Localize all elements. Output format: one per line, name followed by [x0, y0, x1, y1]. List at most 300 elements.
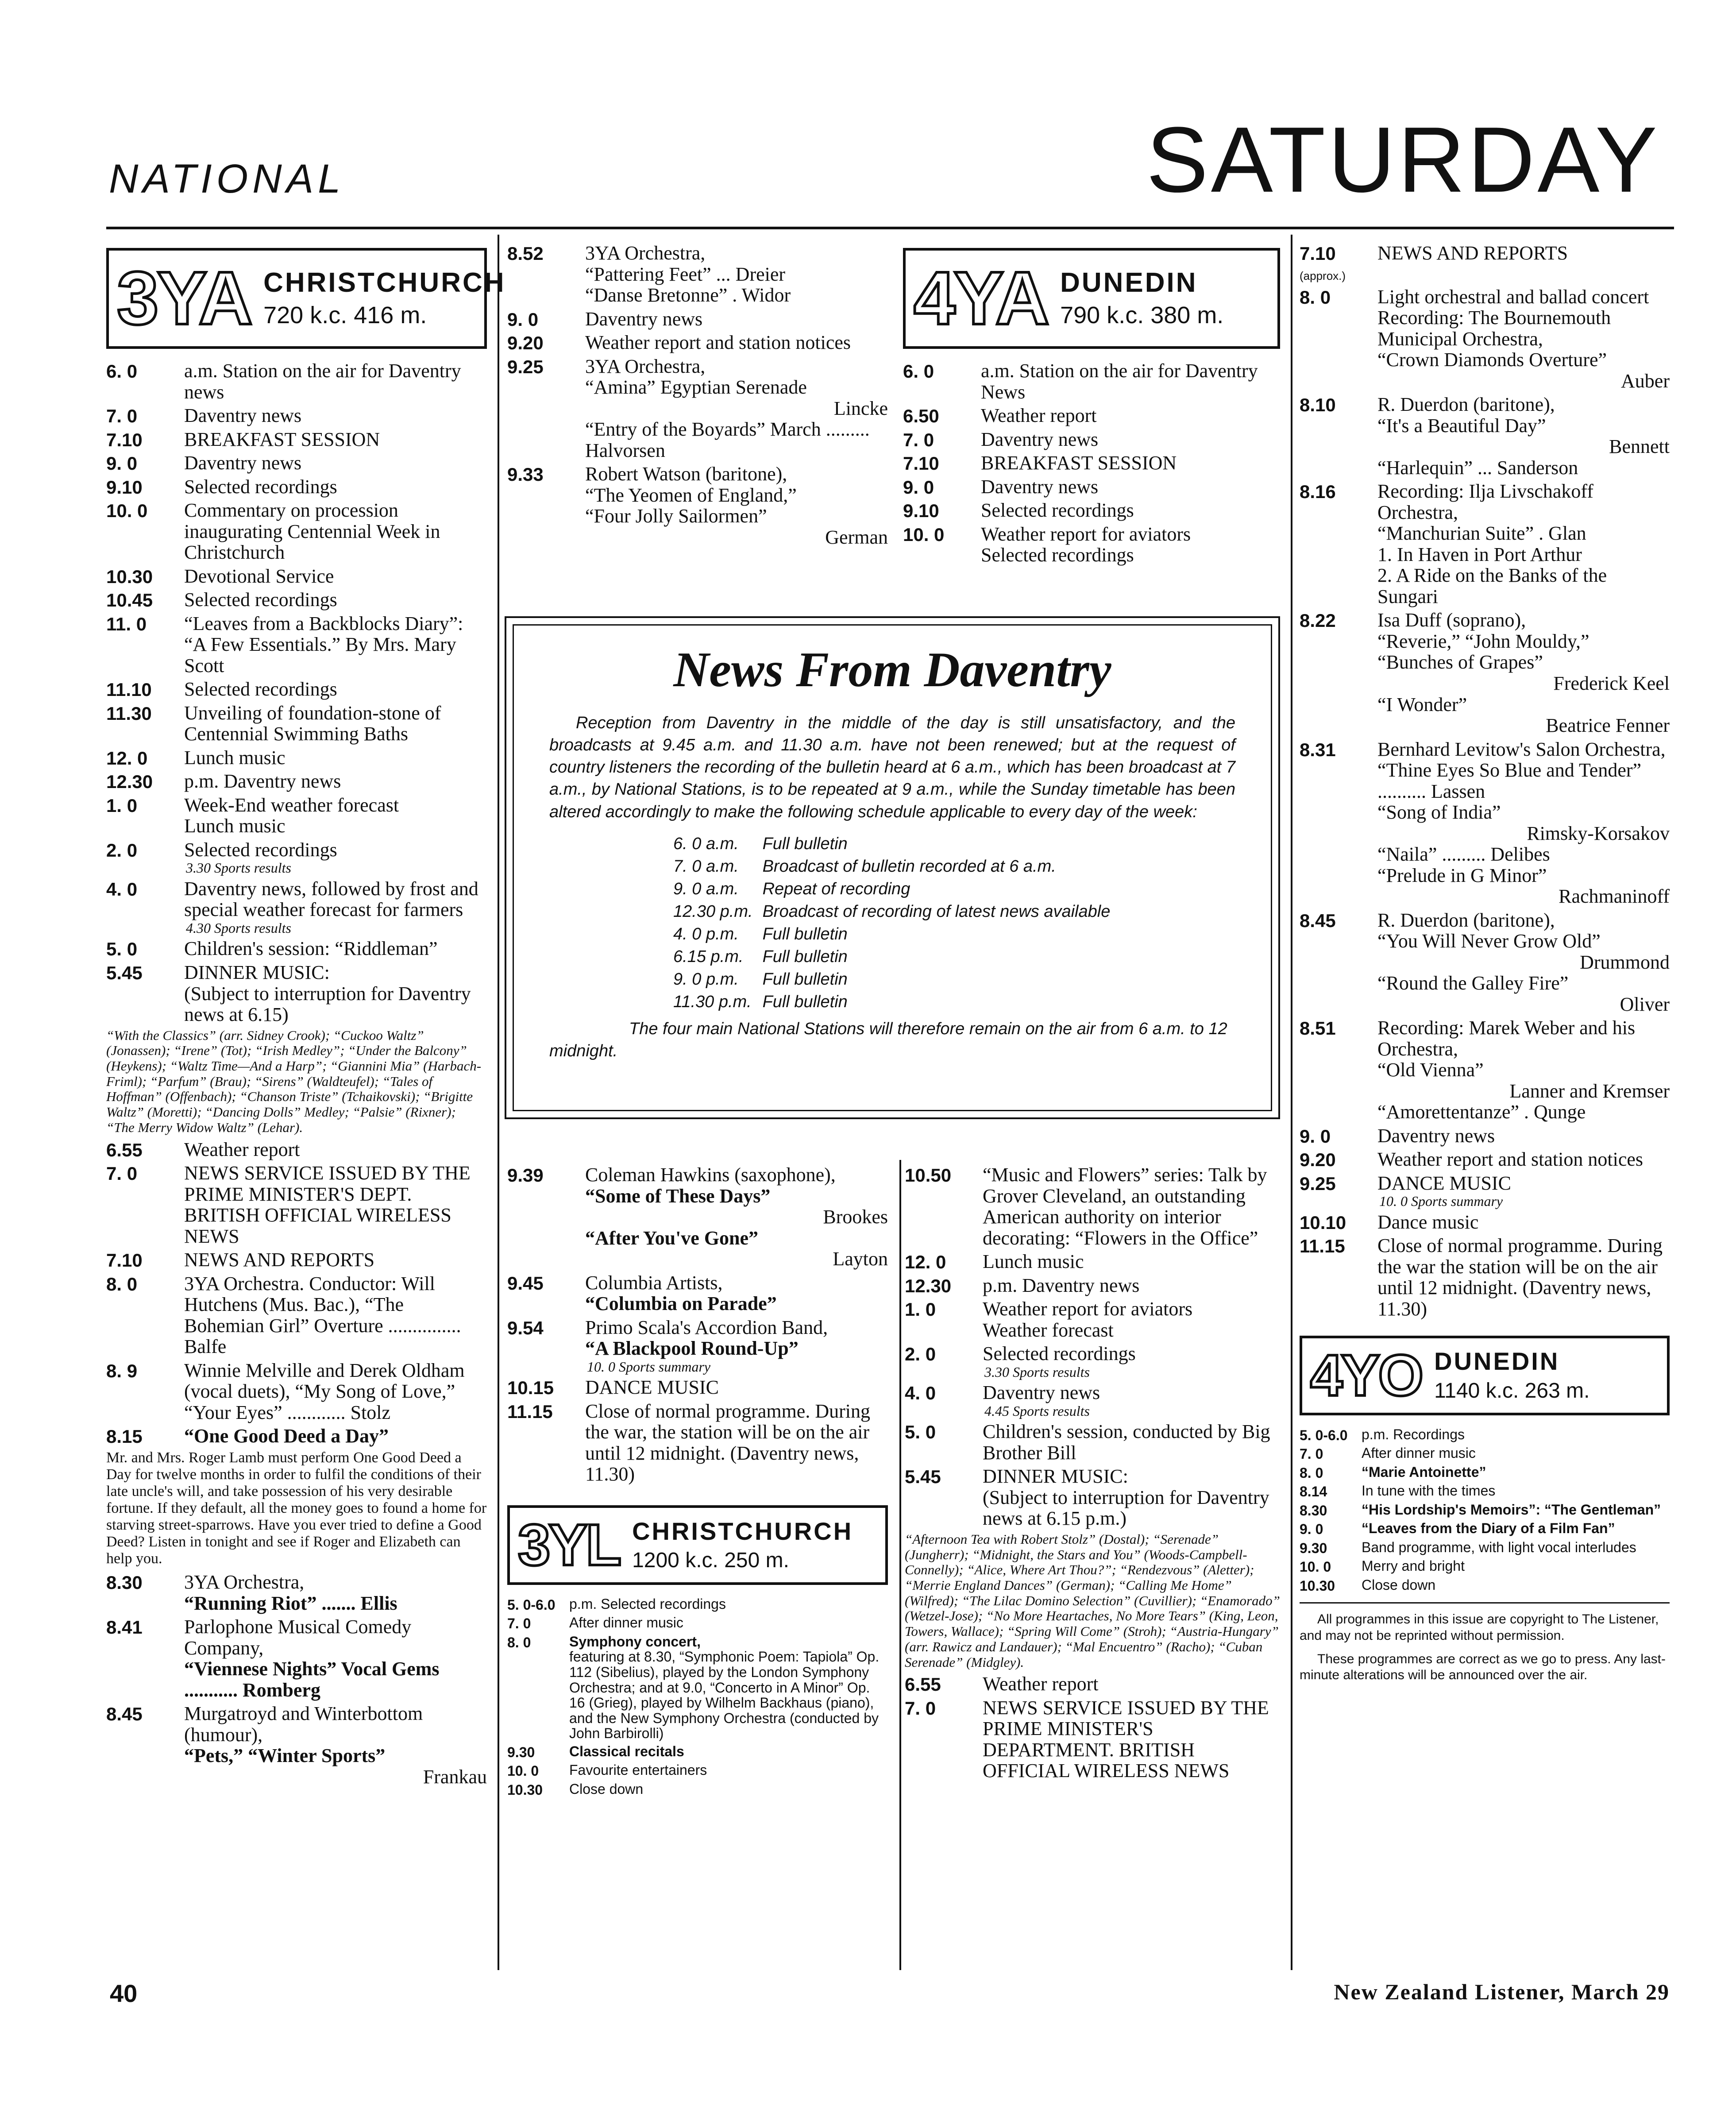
programme-entry — [507, 356, 888, 461]
time: 8.41 — [106, 1617, 143, 1638]
time: 10. 0 — [1300, 1559, 1331, 1575]
text: NEWS AND REPORTS — [184, 1249, 375, 1271]
text: Selected recordings — [184, 839, 337, 861]
programme-entry — [507, 1744, 888, 1760]
text: Children's session: “Riddleman” — [184, 938, 438, 960]
time: 5.45 — [905, 1466, 941, 1488]
page-number: 40 — [110, 1979, 138, 2007]
time: 8.52 — [507, 243, 544, 264]
time-value: 7.10 — [1300, 243, 1336, 264]
station-frequency: 790 k.c. 380 m. — [1060, 302, 1224, 329]
text: In tune with the times — [1362, 1483, 1496, 1499]
time: 10. 0 — [903, 524, 945, 545]
column-4ya-late — [905, 1164, 1281, 1784]
text: Close of normal programme. During the war the station will be on the air until 12 midnight. (Daventry news, 11.30) — [1377, 1235, 1663, 1320]
time: 6.55 — [905, 1674, 941, 1695]
time: 10. 0 — [507, 1763, 539, 1779]
time: 5. 0-6.0 — [1300, 1427, 1348, 1443]
programme-entry — [1300, 739, 1670, 907]
programme-entry — [106, 1426, 487, 1447]
programme-entry — [106, 795, 487, 837]
text: “Thine Eyes So Blue and Tender” .......... Lassen — [1377, 759, 1642, 802]
time: 8.16 — [1300, 481, 1336, 502]
schedule-row — [673, 946, 1120, 968]
time: 8.30 — [1300, 1502, 1327, 1519]
programme-entry — [507, 1401, 888, 1485]
programme-entry — [106, 429, 487, 450]
time: 10. 0 — [106, 500, 148, 522]
programme-entry — [1300, 394, 1670, 478]
time: 11. 0 — [106, 613, 147, 634]
time: 1. 0 — [905, 1299, 936, 1320]
programme-entry — [903, 500, 1280, 521]
programme-entry — [106, 1360, 487, 1423]
text: p.m. Recordings — [1362, 1426, 1465, 1442]
column-rule — [1291, 235, 1292, 1970]
schedule-time: 7. 0 a.m. — [673, 857, 739, 876]
programme-entry — [507, 243, 888, 306]
text: Classical recitals — [569, 1743, 684, 1759]
text: Bernhard Levitow's Salon Orchestra, — [1377, 738, 1666, 760]
text: Recording: Ilja Livschakoff Orchestra, — [1377, 480, 1593, 523]
text: Lunch music — [983, 1251, 1084, 1273]
text: Parlophone Musical Comedy Company, — [184, 1616, 412, 1659]
programme-entry — [905, 1697, 1281, 1781]
time: 7. 0 — [903, 429, 934, 450]
text: Selected recordings — [981, 499, 1134, 522]
programme-entry — [1300, 1173, 1670, 1209]
text: “Music and Flowers” series: Talk by Grover Cleveland, an outstanding American authority on interior decorating: “Flowers in the Office” — [983, 1164, 1267, 1249]
programme-entry — [106, 1616, 487, 1700]
text: Selected recordings — [184, 589, 337, 611]
time: 11.10 — [106, 679, 152, 700]
time: 7.10 — [903, 453, 939, 474]
text: Symphony concert, — [569, 1633, 701, 1650]
text: Weather report — [184, 1138, 300, 1160]
text: “The Yeomen of England,” — [585, 484, 797, 506]
programme-entry — [507, 1377, 888, 1398]
time: 5. 0 — [905, 1422, 936, 1443]
text: Daventry news — [1377, 1124, 1495, 1147]
text: “Four Jolly Sailormen” — [585, 505, 767, 527]
text: Dance music — [1377, 1211, 1479, 1233]
text: “Columbia on Parade” — [585, 1293, 777, 1315]
time: 8.51 — [1300, 1018, 1336, 1039]
text: “Viennese Nights” Vocal Gems ........... Romberg — [184, 1658, 440, 1701]
text: Close down — [569, 1781, 644, 1797]
column-3ya — [106, 248, 506, 1790]
programme-entry — [905, 1251, 1281, 1272]
programme-entry — [1300, 1521, 1670, 1537]
text: “Round the Galley Fire” — [1377, 972, 1569, 994]
programme-entry — [106, 613, 487, 676]
schedule-text: Repeat of recording — [762, 879, 910, 898]
programme-entry — [106, 405, 487, 426]
text: Selected recordings — [184, 475, 337, 498]
time: 9.25 — [1300, 1173, 1336, 1194]
schedule-time: 12.30 p.m. — [673, 902, 753, 921]
schedule-text: Full bulletin — [762, 947, 848, 966]
programme-entry — [507, 1272, 888, 1314]
station-call-sign: 3YL — [518, 1512, 620, 1577]
programme-entry — [507, 1762, 888, 1779]
text: (Subject to interruption for Daventry news at 6.15 p.m.) — [983, 1486, 1269, 1530]
text: Daventry news — [981, 428, 1099, 450]
station-call-sign: 4YO — [1310, 1342, 1422, 1408]
text: BREAKFAST SESSION — [184, 428, 380, 450]
column-4ya-evening — [1300, 243, 1670, 1691]
text: Coleman Hawkins (saxophone), — [585, 1164, 836, 1186]
text: “A Blackpool Round-Up” — [585, 1337, 799, 1360]
text: “Amorettentanze” . Qunge — [1377, 1101, 1586, 1123]
text: “His Lordship's Memoirs”: “The Gentleman” — [1362, 1501, 1661, 1518]
schedule-time: 6.15 p.m. — [673, 947, 744, 966]
text: “Running Riot” ....... Ellis — [184, 1592, 397, 1614]
text: Selected recordings — [981, 544, 1134, 566]
programme-entry — [903, 476, 1280, 498]
text: Lunch music — [184, 746, 285, 769]
text: p.m. Daventry news — [184, 770, 341, 792]
text: Selected recordings — [983, 1343, 1136, 1365]
programme-entry — [507, 1781, 888, 1798]
text: NEWS SERVICE ISSUED BY THE PRIME MINISTER'S DEPARTMENT. BRITISH OFFICIAL WIRELESS NEWS — [983, 1696, 1269, 1782]
time: 9.30 — [1300, 1540, 1327, 1556]
schedule-row — [673, 968, 1120, 991]
time: 9.10 — [903, 500, 939, 522]
programme-entry — [507, 1596, 888, 1613]
text: Recording: The Bournemouth Municipal Orchestra, — [1377, 307, 1611, 350]
schedule-text: Broadcast of recording of latest news available — [762, 902, 1111, 921]
programme-entry — [106, 1249, 487, 1271]
composer: Layton — [833, 1248, 888, 1270]
text: Favourite entertainers — [569, 1762, 707, 1778]
composer: Frederick Keel — [1553, 672, 1670, 694]
station-city: DUNEDIN — [1434, 1347, 1560, 1376]
time: 5.45 — [106, 962, 143, 983]
programme-entry — [106, 703, 487, 745]
programme-entry — [905, 1673, 1281, 1695]
programme-entry — [1300, 286, 1670, 392]
text: Weather report and station notices — [1377, 1148, 1643, 1171]
column-4ya — [903, 248, 1280, 568]
programme-entry — [905, 1343, 1281, 1380]
text: 2. A Ride on the Banks of the Sungari — [1377, 564, 1607, 607]
text: “Amina” Egyptian Serenade — [585, 376, 807, 398]
composer: Auber — [1621, 370, 1670, 392]
text: R. Duerdon (baritone), — [1377, 909, 1555, 931]
text: “You Will Never Grow Old” — [1377, 930, 1601, 952]
station-box-4ya — [903, 248, 1280, 349]
text: “After You've Gone” — [585, 1227, 759, 1249]
programme-entry — [1300, 1445, 1670, 1462]
schedule-time: 11.30 p.m. — [673, 992, 752, 1011]
time: 9.39 — [507, 1165, 544, 1186]
news-from-daventry-box — [505, 616, 1280, 1119]
text: Daventry news — [184, 452, 302, 474]
text: “Danse Bretonne” . Widor — [585, 284, 791, 306]
composer: Brookes — [823, 1206, 888, 1228]
text: Children's session, conducted by Big Brother Bill — [983, 1421, 1270, 1464]
time: 7. 0 — [507, 1615, 531, 1632]
text: “Some of These Days” — [585, 1185, 771, 1207]
text: Lunch music — [184, 815, 285, 837]
programme-entry — [507, 464, 888, 548]
time: 4. 0 — [106, 878, 138, 900]
composer: Rimsky-Korsakov — [1527, 822, 1670, 844]
programme-entry — [507, 1164, 888, 1270]
programme-entry — [905, 1298, 1281, 1341]
text: “Manchurian Suite” . Glan — [1377, 522, 1586, 545]
programme-entry — [106, 589, 487, 611]
text: “Naila” ......... Delibes — [1377, 843, 1550, 866]
composer: German — [825, 526, 888, 548]
text: Primo Scala's Accordion Band, — [585, 1316, 828, 1338]
text: “I Wonder” — [1377, 693, 1467, 715]
programme-entry — [106, 1163, 487, 1247]
programme-entry — [1300, 1465, 1670, 1481]
time: 8.45 — [1300, 910, 1336, 931]
copyright-note: All programmes in this issue are copyright to The Listener, and may not be reprinted without permission. — [1300, 1612, 1659, 1643]
text: Daventry news — [585, 308, 703, 330]
programme-entry — [1300, 1502, 1670, 1519]
text: Daventry news — [981, 475, 1099, 498]
text: Weather report and station notices — [585, 332, 851, 354]
programme-description: Mr. and Mrs. Roger Lamb must perform One Good Deed a Day for twelve months in order to fulfil the conditions of their late uncle's will, and take possession of his very desirable fortune. If they default, all the money goes to found a home for starving street-sparrows. Have you ever tried to define a Good Deed? Listen in tonight and see if Roger and Elizabeth can help you. — [106, 1449, 487, 1567]
time: 11.15 — [507, 1401, 553, 1422]
text: “It's a Beautiful Day” — [1377, 414, 1546, 437]
time: 9. 0 — [1300, 1125, 1331, 1147]
text: DANCE MUSIC — [1377, 1172, 1511, 1194]
time: 8.14 — [1300, 1484, 1327, 1500]
schedule-row — [673, 900, 1120, 923]
composer: Bennett — [1609, 436, 1670, 458]
station-box-3ya — [106, 248, 506, 349]
column-rule — [498, 235, 499, 1970]
time: 9. 0 — [507, 309, 539, 330]
station-call-sign: 3YA — [117, 256, 251, 340]
schedule-row — [673, 833, 1120, 855]
time: 8. 9 — [106, 1360, 138, 1381]
time: 10.30 — [1300, 1577, 1335, 1594]
text: 3YA Orchestra. Conductor: Will Hutchens (Mus. Bac.), “The Bohemian Girl” Overture ............... Balfe — [184, 1272, 461, 1358]
time: 5. 0 — [106, 939, 138, 960]
text: a.m. Station on the air for Daventry news — [184, 360, 461, 403]
text: Weather report for aviators — [983, 1298, 1193, 1320]
station-box-4yo — [1300, 1336, 1670, 1415]
text: Weather report for aviators — [981, 523, 1191, 545]
time: 9. 0 — [903, 476, 934, 498]
time: 5. 0-6.0 — [507, 1596, 556, 1613]
text: After dinner music — [1362, 1445, 1476, 1461]
time: 2. 0 — [106, 839, 138, 861]
composer: Drummond — [1580, 951, 1670, 973]
time: 12.30 — [106, 771, 153, 792]
time: 6.55 — [106, 1139, 143, 1160]
text: “Prelude in G Minor” — [1377, 864, 1547, 886]
text: Winnie Melville and Derek Oldham (vocal duets), “My Song of Love,” “Your Eyes” ............ Stolz — [184, 1359, 465, 1423]
station-call-sign: 4YA — [914, 256, 1048, 340]
text: Close down — [1362, 1577, 1436, 1593]
programme-entry — [106, 962, 487, 1025]
text: NEWS AND REPORTS — [1377, 242, 1568, 264]
text: “Leaves from a Backblocks Diary”: “A Few Essentials.” By Mrs. Mary Scott — [184, 612, 463, 676]
time: 9.45 — [507, 1272, 544, 1294]
programme-entry — [106, 500, 487, 563]
time: 6. 0 — [106, 361, 138, 382]
station-city: CHRISTCHURCH — [263, 267, 506, 298]
news-outro: The four main National Stations will therefore remain on the air from 6 a.m. to 12 midnight. — [549, 1019, 1227, 1060]
station-frequency: 720 k.c. 416 m. — [263, 302, 427, 329]
subnote: 10. 0 Sports summary — [587, 1358, 711, 1375]
programme-entry — [1300, 481, 1670, 607]
text: “One Good Deed a Day” — [184, 1425, 389, 1447]
composer: Lincke — [833, 397, 888, 419]
time: 10.10 — [1300, 1212, 1346, 1233]
time: 7.10 — [106, 1250, 143, 1271]
station-city: CHRISTCHURCH — [632, 1517, 853, 1545]
text: “Pets,” “Winter Sports” — [184, 1745, 386, 1767]
time: 8.10 — [1300, 394, 1336, 416]
text: Daventry news — [983, 1382, 1100, 1404]
schedule-text: Full bulletin — [762, 924, 848, 943]
text: “Crown Diamonds Overture” — [1377, 349, 1607, 371]
copyright-notes — [1300, 1611, 1670, 1683]
schedule-text: Full bulletin — [762, 834, 848, 853]
programme-entry — [106, 566, 487, 587]
text: DINNER MUSIC: — [184, 961, 330, 983]
schedule-row — [673, 878, 1120, 900]
text: Isa Duff (soprano), — [1377, 609, 1526, 631]
subnote: 4.45 Sports results — [984, 1403, 1090, 1419]
composer: Beatrice Fenner — [1546, 715, 1670, 737]
time: 4. 0 — [905, 1383, 936, 1404]
text: “Bunches of Grapes” — [1377, 651, 1543, 673]
composer: Lanner and Kremser — [1509, 1080, 1670, 1102]
time: 10.50 — [905, 1165, 952, 1186]
text: DANCE MUSIC — [585, 1376, 719, 1399]
programme-entry — [1300, 1212, 1670, 1233]
time: 6.50 — [903, 406, 939, 427]
header-rule — [106, 227, 1674, 229]
notes-rule — [1300, 1602, 1670, 1604]
time: 7. 0 — [905, 1697, 936, 1719]
programme-entry — [1300, 1427, 1670, 1443]
programme-entry — [1300, 610, 1670, 736]
text: R. Duerdon (baritone), — [1377, 394, 1555, 416]
text: BREAKFAST SESSION — [981, 452, 1177, 474]
schedule-row — [673, 991, 1120, 1013]
composer: Frankau — [423, 1766, 487, 1788]
time: 9.10 — [106, 476, 143, 498]
text: 3YA Orchestra, — [585, 242, 706, 264]
programme-entry — [905, 1421, 1281, 1463]
text: Daventry news — [184, 405, 302, 427]
text: Daventry news, followed by frost and special weather forecast for farmers — [184, 877, 478, 921]
schedule-time: 4. 0 p.m. — [673, 924, 739, 943]
text: Weather report — [981, 405, 1097, 427]
text: Commentary on procession inaugurating Centennial Week in Christchurch — [184, 499, 440, 564]
time: 8. 0 — [1300, 286, 1331, 308]
time: 11.15 — [1300, 1236, 1345, 1257]
time — [1300, 243, 1377, 284]
programme-entry — [106, 476, 487, 498]
composer: Oliver — [1620, 993, 1670, 1015]
programme-entry — [1300, 1540, 1670, 1556]
programme-entry — [1300, 243, 1670, 284]
programme-entry — [1300, 1125, 1670, 1147]
programme-entry — [1300, 1017, 1670, 1123]
text: 3YA Orchestra, — [585, 355, 706, 377]
time: 10.30 — [507, 1781, 543, 1798]
day-title: SATURDAY — [1146, 108, 1660, 212]
alterations-note: These programmes are correct as we go to press. Any last-minute alterations will be announced over the air. — [1300, 1651, 1666, 1683]
time: 2. 0 — [905, 1344, 936, 1365]
text: Columbia Artists, — [585, 1271, 723, 1294]
time: 8.15 — [106, 1426, 143, 1447]
schedule-row — [673, 855, 1120, 878]
text: Selected recordings — [184, 678, 337, 700]
time: 12. 0 — [905, 1252, 946, 1273]
programme-entry — [106, 839, 487, 876]
column-3ya-late — [507, 1164, 888, 1800]
time: 7. 0 — [1300, 1446, 1323, 1462]
programme-entry — [106, 360, 487, 402]
programme-entry — [106, 878, 487, 936]
text: featuring at 8.30, “Symphonic Poem: Tapiola” Op. 112 (Sibelius), played by the London Symphony Orchestra; and at 9.0, “Concerto in A Minor” Op. 16 (Grieg), played by Wilhelm Backhaus (piano), and the New Symphony Orchestra (conducted by John Barbirolli) — [569, 1649, 880, 1742]
text: 1. In Haven in Port Arthur — [1377, 543, 1582, 565]
text: 3YA Orchestra, — [184, 1571, 305, 1593]
text: “Leaves from the Diary of a Film Fan” — [1362, 1520, 1615, 1537]
text: NEWS SERVICE ISSUED BY THE PRIME MINISTER'S DEPT. BRITISH OFFICIAL WIRELESS NEWS — [184, 1162, 471, 1247]
time: 7. 0 — [106, 406, 138, 427]
programme-entry — [905, 1164, 1281, 1248]
programme-entry — [507, 1634, 888, 1741]
text: p.m. Daventry news — [983, 1274, 1140, 1296]
programme-entry — [903, 360, 1280, 402]
subnote: 3.30 Sports results — [186, 860, 291, 876]
schedule-text: Full bulletin — [762, 992, 848, 1011]
programme-entry — [106, 679, 487, 700]
programme-entry — [106, 1703, 487, 1787]
programme-entry — [507, 1317, 888, 1375]
text: Weather report — [983, 1673, 1099, 1695]
section-label: NATIONAL — [109, 156, 345, 201]
time: 9.33 — [507, 464, 544, 485]
programme-entry — [1300, 1558, 1670, 1575]
text: Unveiling of foundation-stone of Centennial Swimming Baths — [184, 702, 441, 745]
text: “Reverie,” “John Mouldy,” — [1377, 630, 1589, 652]
station-frequency: 1200 k.c. 250 m. — [632, 1549, 789, 1573]
text: Week-End weather forecast — [184, 794, 399, 816]
text: “Old Vienna” — [1377, 1059, 1484, 1081]
text: Band programme, with light vocal interludes — [1362, 1539, 1636, 1555]
time: 8.22 — [1300, 610, 1336, 631]
news-title: News From Daventry — [673, 642, 1111, 697]
text: Weather forecast — [983, 1319, 1114, 1341]
news-schedule — [673, 833, 1120, 1013]
time: 9. 0 — [106, 453, 138, 474]
schedule-time: 9. 0 a.m. — [673, 879, 739, 898]
time: 7.10 — [106, 429, 143, 450]
station-box-3yl — [507, 1505, 888, 1585]
text: Robert Watson (baritone), — [585, 463, 787, 485]
text: “Harlequin” ... Sanderson — [1377, 456, 1578, 479]
time: 12. 0 — [106, 747, 148, 769]
text: a.m. Station on the air for Daventry News — [981, 360, 1258, 403]
text: “Song of India” — [1377, 801, 1501, 823]
text: Merry and bright — [1362, 1558, 1465, 1574]
programme-entry — [1300, 1235, 1670, 1319]
